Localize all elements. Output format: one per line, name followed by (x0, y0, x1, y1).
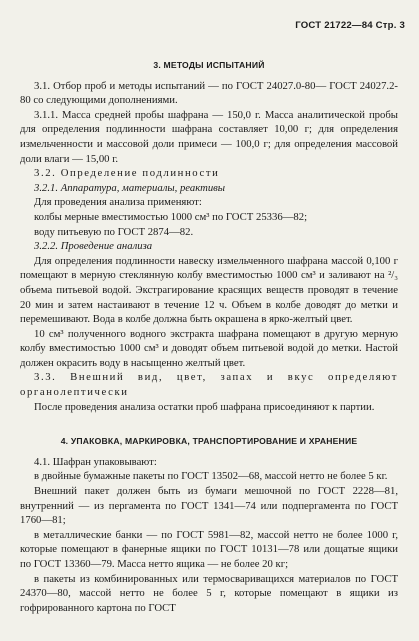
section-4-title: 4. УПАКОВКА, МАРКИРОВКА, ТРАНСПОРТИРОВАНИЕ И ХРАНЕНИЕ (60, 436, 358, 447)
paragraph-paper-bags: в двойные бумажные пакеты по ГОСТ 13502—68, массой нетто не более 5 кг. (34, 470, 388, 483)
heading-3-2-1: 3.2.1. Аппаратура, материалы, реактивы (34, 181, 226, 194)
paragraph-4-1: 4.1. Шафран упаковывают: (34, 455, 157, 468)
paragraph-apparatus-intro: Для проведения анализа применяют: (34, 196, 202, 209)
paragraph-3-1-1: 3.1.1. Масса средней пробы шафрана — 150,0 г. Масса аналитической пробы для определения подлинности шафрана составляет 10,00 г; для определения измельченности и массовой доли примеси — 100,0 г; для определения массовой доли влаги — 15,00 г. (20, 108, 398, 165)
section-3-title: 3. МЕТОДЫ ИСПЫТАНИЙ (153, 60, 265, 70)
page-header: ГОСТ 21722—84 Стр. 3 (295, 20, 405, 31)
paragraph-analysis: Для определения подлинности навеску измельченного шафрана массой 0,100 г помещают в мерную стеклянную колбу вместимостью 1000 см³ и заливают на ²/₃ объема питьевой водой. Экстрагирование красящих веществ проводят в течение 20 мин и затем настаивают в течение 12 ч. Объем в колбе доводят до метки и перемешивают. Вода в колбе должна быть окрашена в ярко-желтый цвет. (20, 254, 398, 326)
paragraph-outer-bag: Внешний пакет должен быть из бумаги мешочной по ГОСТ 2228—81, внутренний — из пергамента по ГОСТ 1341—74 или подпергамента по ГОСТ 1760—81; (20, 485, 398, 527)
paragraph-flasks: колбы мерные вместимостью 1000 см³ по ГОСТ 25336—82; (34, 210, 308, 223)
paragraph-combined-bags: в пакеты из комбинированных или термосвариващихся материалов по ГОСТ 24370—80, массой нетто не более 5 г, которые помещают в ящики из гофрированного картона по ГОСТ (20, 572, 398, 614)
heading-3-3: 3.3. Внешний вид, цвет, запах и вкус определяют органолептически (20, 371, 398, 399)
paragraph-3-1: 3.1. Отбор проб и методы испытаний — по ГОСТ 24027.0-80— ГОСТ 24027.2-80 со следующими дополнениями. (20, 79, 398, 107)
paragraph-water: воду питьевую по ГОСТ 2874—82. (34, 225, 194, 238)
paragraph-residue: После проведения анализа остатки проб шафрана присоединяют к партии. (34, 400, 375, 413)
paragraph-extract: 10 см³ полученного водного экстракта шафрана помещают в другую мерную колбу вместимостью 1000 см³ и доводят объем питьевой водой до метки. Настой должен окрасить воду в насыщенно желтый цвет. (20, 327, 398, 369)
heading-3-2: 3.2. Определение подлинности (34, 167, 220, 180)
heading-3-2-2: 3.2.2. Проведение анализа (34, 240, 153, 253)
paragraph-metal-cans: в металлические банки — по ГОСТ 5981—82, массой нетто не более 1000 г, которые помещают в фанерные ящики по ГОСТ 10131—78 или дощатые ящики по ГОСТ 13360—79. Масса нетто ящика — не более 20 кг; (20, 528, 398, 570)
page-body (20, 58, 398, 615)
